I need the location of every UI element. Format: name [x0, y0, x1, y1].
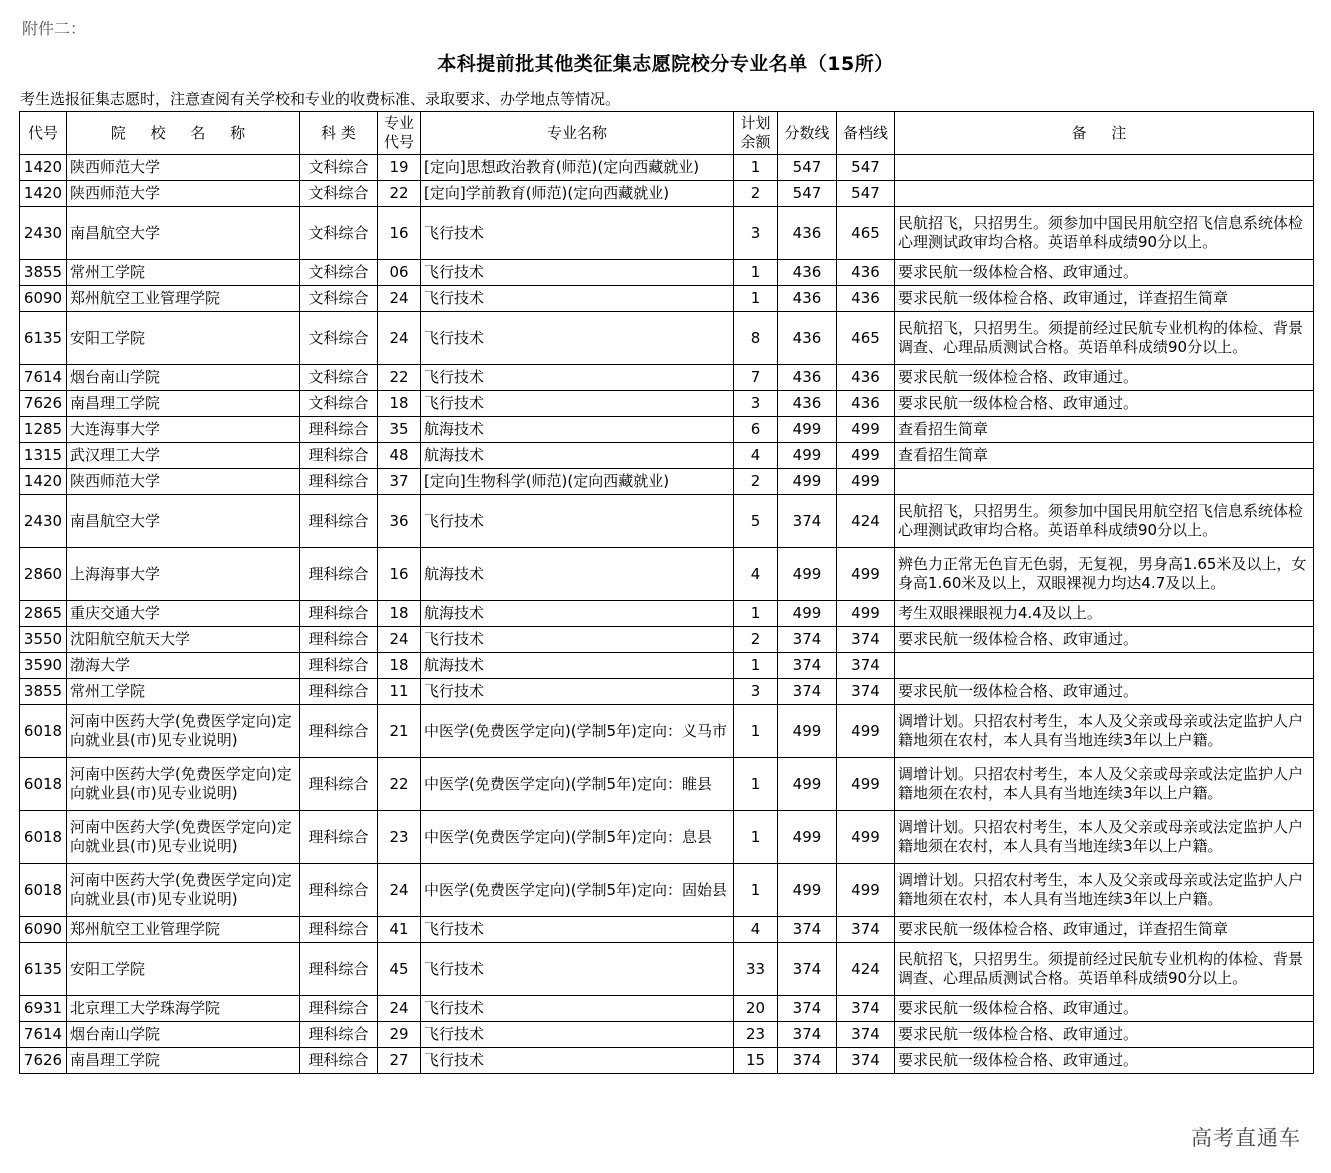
cell-remark: 民航招飞，只招男生。须参加中国民用航空招飞信息系统体检心理测试政审均合格。英语单科成绩90分以上。 — [895, 207, 1314, 260]
table-row — [20, 1048, 1314, 1074]
table-row — [20, 996, 1314, 1022]
cell-major: 航海技术 — [421, 653, 734, 679]
cell-major-code: 36 — [378, 495, 421, 548]
cell-school: 南昌航空大学 — [67, 495, 300, 548]
cell-major-code: 18 — [378, 601, 421, 627]
table-row — [20, 627, 1314, 653]
cell-category: 理科综合 — [300, 653, 378, 679]
table-header-row — [20, 112, 1314, 155]
cell-major-code: 29 — [378, 1022, 421, 1048]
table-row — [20, 495, 1314, 548]
cell-score: 499 — [778, 417, 837, 443]
table-row — [20, 943, 1314, 996]
cell-score: 499 — [778, 864, 837, 917]
table-row — [20, 917, 1314, 943]
cell-major-code: 22 — [378, 181, 421, 207]
cell-score: 374 — [778, 679, 837, 705]
cell-school: 沈阳航空航天大学 — [67, 627, 300, 653]
table-row — [20, 705, 1314, 758]
cell-quota: 1 — [734, 653, 778, 679]
cell-score: 499 — [778, 469, 837, 495]
cell-remark: 查看招生简章 — [895, 443, 1314, 469]
cell-code: 6018 — [20, 811, 67, 864]
cell-reserve: 499 — [837, 417, 895, 443]
cell-category: 文科综合 — [300, 155, 378, 181]
cell-reserve: 436 — [837, 365, 895, 391]
cell-score: 374 — [778, 917, 837, 943]
table-row — [20, 391, 1314, 417]
cell-remark: 要求民航一级体检合格、政审通过。 — [895, 391, 1314, 417]
cell-remark: 调增计划。只招农村考生，本人及父亲或母亲或法定监护人户籍地须在农村，本人具有当地连续3年以上户籍。 — [895, 758, 1314, 811]
cell-quota: 1 — [734, 705, 778, 758]
cell-code: 1420 — [20, 181, 67, 207]
cell-score: 547 — [778, 181, 837, 207]
admission-table — [19, 111, 1314, 1074]
cell-code: 1285 — [20, 417, 67, 443]
cell-category: 文科综合 — [300, 286, 378, 312]
cell-code: 3590 — [20, 653, 67, 679]
cell-category: 理科综合 — [300, 1022, 378, 1048]
cell-category: 理科综合 — [300, 864, 378, 917]
cell-remark: 辨色力正常无色盲无色弱，无复视，男身高1.65米及以上，女身高1.60米及以上，双眼裸视力均达4.7及以上。 — [895, 548, 1314, 601]
cell-school: 安阳工学院 — [67, 943, 300, 996]
cell-remark: 要求民航一级体检合格、政审通过。 — [895, 365, 1314, 391]
cell-major: 中医学(免费医学定向)(学制5年)定向：固始县 — [421, 864, 734, 917]
cell-major: 飞行技术 — [421, 312, 734, 365]
table-row — [20, 443, 1314, 469]
cell-remark: 查看招生简章 — [895, 417, 1314, 443]
cell-quota: 1 — [734, 155, 778, 181]
cell-quota: 2 — [734, 469, 778, 495]
cell-quota: 4 — [734, 443, 778, 469]
header-code: 代号 — [20, 112, 67, 155]
cell-major-code: 18 — [378, 653, 421, 679]
cell-major: 飞行技术 — [421, 1022, 734, 1048]
cell-major-code: 24 — [378, 864, 421, 917]
table-row — [20, 469, 1314, 495]
table-body — [20, 155, 1314, 1074]
cell-quota: 1 — [734, 864, 778, 917]
cell-quota: 3 — [734, 391, 778, 417]
cell-reserve: 499 — [837, 811, 895, 864]
cell-reserve: 374 — [837, 653, 895, 679]
cell-quota: 1 — [734, 601, 778, 627]
cell-major-code: 48 — [378, 443, 421, 469]
cell-category: 理科综合 — [300, 443, 378, 469]
cell-code: 6135 — [20, 312, 67, 365]
cell-major-code: 11 — [378, 679, 421, 705]
cell-major: 飞行技术 — [421, 286, 734, 312]
header-category: 科 类 — [300, 112, 378, 155]
cell-quota: 7 — [734, 365, 778, 391]
cell-remark: 民航招飞，只招男生。须参加中国民用航空招飞信息系统体检心理测试政审均合格。英语单科成绩90分以上。 — [895, 495, 1314, 548]
cell-major: 飞行技术 — [421, 260, 734, 286]
cell-code: 2865 — [20, 601, 67, 627]
cell-remark: 考生双眼裸眼视力4.4及以上。 — [895, 601, 1314, 627]
cell-category: 理科综合 — [300, 917, 378, 943]
cell-code: 2430 — [20, 207, 67, 260]
watermark-text: 高考直通车 — [1191, 1126, 1301, 1150]
cell-code: 7614 — [20, 1022, 67, 1048]
cell-major: 飞行技术 — [421, 365, 734, 391]
cell-school: 河南中医药大学(免费医学定向)定向就业县(市)见专业说明) — [67, 705, 300, 758]
header-school — [67, 112, 300, 155]
cell-school: 渤海大学 — [67, 653, 300, 679]
header-score: 分数线 — [778, 112, 837, 155]
cell-quota: 5 — [734, 495, 778, 548]
cell-major-code: 24 — [378, 996, 421, 1022]
cell-score: 499 — [778, 705, 837, 758]
cell-category: 理科综合 — [300, 679, 378, 705]
cell-reserve: 499 — [837, 548, 895, 601]
cell-score: 436 — [778, 312, 837, 365]
cell-school: 安阳工学院 — [67, 312, 300, 365]
cell-major: 飞行技术 — [421, 495, 734, 548]
cell-reserve: 374 — [837, 1022, 895, 1048]
cell-remark — [895, 155, 1314, 181]
cell-major-code: 24 — [378, 286, 421, 312]
cell-quota: 4 — [734, 917, 778, 943]
cell-major: 中医学(免费医学定向)(学制5年)定向：睢县 — [421, 758, 734, 811]
cell-code: 6090 — [20, 286, 67, 312]
cell-quota: 4 — [734, 548, 778, 601]
cell-major-code: 21 — [378, 705, 421, 758]
cell-school: 上海海事大学 — [67, 548, 300, 601]
table-row — [20, 207, 1314, 260]
table-row — [20, 181, 1314, 207]
table-row — [20, 864, 1314, 917]
cell-major-code: 24 — [378, 627, 421, 653]
cell-major: [定向]生物科学(师范)(定向西藏就业) — [421, 469, 734, 495]
cell-remark: 要求民航一级体检合格、政审通过。 — [895, 1048, 1314, 1074]
cell-reserve: 374 — [837, 627, 895, 653]
cell-school: 河南中医药大学(免费医学定向)定向就业县(市)见专业说明) — [67, 811, 300, 864]
cell-score: 499 — [778, 443, 837, 469]
cell-code: 7626 — [20, 391, 67, 417]
cell-score: 436 — [778, 207, 837, 260]
cell-score: 499 — [778, 758, 837, 811]
cell-quota: 1 — [734, 260, 778, 286]
cell-score: 436 — [778, 286, 837, 312]
cell-remark: 民航招飞，只招男生。须提前经过民航专业机构的体检、背景调查、心理品质测试合格。英语单科成绩90分以上。 — [895, 312, 1314, 365]
cell-quota: 1 — [734, 286, 778, 312]
cell-reserve: 436 — [837, 391, 895, 417]
cell-code: 3855 — [20, 260, 67, 286]
cell-category: 文科综合 — [300, 181, 378, 207]
cell-major: 飞行技术 — [421, 391, 734, 417]
cell-score: 436 — [778, 391, 837, 417]
cell-code: 6090 — [20, 917, 67, 943]
cell-reserve: 499 — [837, 601, 895, 627]
cell-school: 重庆交通大学 — [67, 601, 300, 627]
cell-school: 武汉理工大学 — [67, 443, 300, 469]
cell-remark: 要求民航一级体检合格、政审通过。 — [895, 627, 1314, 653]
cell-major: 中医学(免费医学定向)(学制5年)定向：义马市 — [421, 705, 734, 758]
cell-score: 499 — [778, 548, 837, 601]
cell-major: 航海技术 — [421, 417, 734, 443]
cell-school: 南昌航空大学 — [67, 207, 300, 260]
cell-code: 1420 — [20, 469, 67, 495]
table-row — [20, 548, 1314, 601]
cell-remark: 调增计划。只招农村考生，本人及父亲或母亲或法定监护人户籍地须在农村，本人具有当地连续3年以上户籍。 — [895, 864, 1314, 917]
cell-code: 6018 — [20, 705, 67, 758]
table-row — [20, 601, 1314, 627]
cell-category: 理科综合 — [300, 943, 378, 996]
cell-code: 6018 — [20, 758, 67, 811]
table-row — [20, 286, 1314, 312]
cell-school: 南昌理工学院 — [67, 391, 300, 417]
cell-reserve: 499 — [837, 469, 895, 495]
cell-major-code: 22 — [378, 365, 421, 391]
cell-major: [定向]学前教育(师范)(定向西藏就业) — [421, 181, 734, 207]
cell-remark: 民航招飞，只招男生。须提前经过民航专业机构的体检、背景调查、心理品质测试合格。英语单科成绩90分以上。 — [895, 943, 1314, 996]
cell-code: 1420 — [20, 155, 67, 181]
cell-remark — [895, 653, 1314, 679]
cell-reserve: 465 — [837, 207, 895, 260]
cell-remark: 要求民航一级体检合格、政审通过。 — [895, 996, 1314, 1022]
cell-code: 3550 — [20, 627, 67, 653]
cell-reserve: 499 — [837, 864, 895, 917]
header-school-text: 院 校 名 称 — [110, 123, 256, 142]
attachment-label: 附件二： — [22, 19, 87, 38]
page-title: 本科提前批其他类征集志愿院校分专业名单（15所） — [437, 53, 894, 75]
cell-major: 航海技术 — [421, 601, 734, 627]
cell-category: 文科综合 — [300, 260, 378, 286]
cell-major-code: 06 — [378, 260, 421, 286]
cell-score: 374 — [778, 996, 837, 1022]
cell-score: 436 — [778, 260, 837, 286]
header-quota: 计划余额 — [734, 112, 778, 155]
cell-score: 374 — [778, 1048, 837, 1074]
table-row — [20, 811, 1314, 864]
cell-major: 飞行技术 — [421, 917, 734, 943]
cell-remark: 要求民航一级体检合格、政审通过。 — [895, 260, 1314, 286]
cell-major-code: 41 — [378, 917, 421, 943]
cell-remark — [895, 181, 1314, 207]
header-major-code: 专业代号 — [378, 112, 421, 155]
table-row — [20, 260, 1314, 286]
cell-remark: 要求民航一级体检合格、政审通过。 — [895, 1022, 1314, 1048]
cell-reserve: 499 — [837, 705, 895, 758]
cell-category: 理科综合 — [300, 758, 378, 811]
cell-remark — [895, 469, 1314, 495]
cell-category: 理科综合 — [300, 548, 378, 601]
table-row — [20, 365, 1314, 391]
cell-remark: 要求民航一级体检合格、政审通过，详查招生简章 — [895, 917, 1314, 943]
cell-remark: 调增计划。只招农村考生，本人及父亲或母亲或法定监护人户籍地须在农村，本人具有当地连续3年以上户籍。 — [895, 705, 1314, 758]
cell-major-code: 16 — [378, 207, 421, 260]
cell-reserve: 374 — [837, 917, 895, 943]
cell-quota: 23 — [734, 1022, 778, 1048]
cell-school: 陕西师范大学 — [67, 469, 300, 495]
cell-school: 北京理工大学珠海学院 — [67, 996, 300, 1022]
cell-major-code: 35 — [378, 417, 421, 443]
table-row — [20, 758, 1314, 811]
cell-score: 436 — [778, 365, 837, 391]
cell-major-code: 18 — [378, 391, 421, 417]
cell-quota: 3 — [734, 207, 778, 260]
cell-reserve: 499 — [837, 443, 895, 469]
cell-quota: 6 — [734, 417, 778, 443]
table-row — [20, 312, 1314, 365]
cell-reserve: 465 — [837, 312, 895, 365]
cell-code: 7626 — [20, 1048, 67, 1074]
cell-major: 飞行技术 — [421, 207, 734, 260]
cell-reserve: 424 — [837, 495, 895, 548]
cell-score: 499 — [778, 811, 837, 864]
cell-school: 河南中医药大学(免费医学定向)定向就业县(市)见专业说明) — [67, 864, 300, 917]
cell-category: 理科综合 — [300, 417, 378, 443]
cell-major-code: 27 — [378, 1048, 421, 1074]
cell-major: 飞行技术 — [421, 679, 734, 705]
cell-quota: 20 — [734, 996, 778, 1022]
cell-major-code: 19 — [378, 155, 421, 181]
cell-remark: 要求民航一级体检合格、政审通过，详查招生简章 — [895, 286, 1314, 312]
header-remark — [895, 112, 1314, 155]
cell-code: 2860 — [20, 548, 67, 601]
cell-quota: 8 — [734, 312, 778, 365]
cell-reserve: 436 — [837, 260, 895, 286]
header-major: 专业名称 — [421, 112, 734, 155]
cell-major-code: 24 — [378, 312, 421, 365]
cell-code: 7614 — [20, 365, 67, 391]
cell-reserve: 374 — [837, 996, 895, 1022]
cell-major: 飞行技术 — [421, 943, 734, 996]
cell-code: 1315 — [20, 443, 67, 469]
cell-category: 文科综合 — [300, 391, 378, 417]
cell-major-code: 22 — [378, 758, 421, 811]
cell-school: 常州工学院 — [67, 260, 300, 286]
cell-major: 飞行技术 — [421, 627, 734, 653]
instruction-note: 考生选报征集志愿时，注意查阅有关学校和专业的收费标准、录取要求、办学地点等情况。 — [20, 90, 621, 108]
cell-category: 理科综合 — [300, 811, 378, 864]
cell-quota: 15 — [734, 1048, 778, 1074]
cell-score: 374 — [778, 1022, 837, 1048]
table-row — [20, 155, 1314, 181]
cell-category: 理科综合 — [300, 601, 378, 627]
cell-code: 3855 — [20, 679, 67, 705]
cell-score: 499 — [778, 601, 837, 627]
cell-major: [定向]思想政治教育(师范)(定向西藏就业) — [421, 155, 734, 181]
cell-remark: 要求民航一级体检合格、政审通过。 — [895, 679, 1314, 705]
cell-major: 中医学(免费医学定向)(学制5年)定向：息县 — [421, 811, 734, 864]
cell-reserve: 436 — [837, 286, 895, 312]
cell-reserve: 374 — [837, 1048, 895, 1074]
cell-reserve: 547 — [837, 181, 895, 207]
cell-category: 文科综合 — [300, 312, 378, 365]
cell-school: 南昌理工学院 — [67, 1048, 300, 1074]
cell-code: 6135 — [20, 943, 67, 996]
cell-category: 理科综合 — [300, 495, 378, 548]
cell-category: 理科综合 — [300, 996, 378, 1022]
cell-major: 飞行技术 — [421, 1048, 734, 1074]
cell-score: 374 — [778, 495, 837, 548]
cell-reserve: 374 — [837, 679, 895, 705]
cell-school: 烟台南山学院 — [67, 1022, 300, 1048]
cell-major-code: 45 — [378, 943, 421, 996]
cell-quota: 1 — [734, 811, 778, 864]
cell-score: 374 — [778, 943, 837, 996]
table-row — [20, 653, 1314, 679]
cell-major-code: 23 — [378, 811, 421, 864]
cell-remark: 调增计划。只招农村考生，本人及父亲或母亲或法定监护人户籍地须在农村，本人具有当地连续3年以上户籍。 — [895, 811, 1314, 864]
cell-school: 河南中医药大学(免费医学定向)定向就业县(市)见专业说明) — [67, 758, 300, 811]
cell-score: 374 — [778, 653, 837, 679]
cell-category: 理科综合 — [300, 627, 378, 653]
cell-reserve: 499 — [837, 758, 895, 811]
cell-major-code: 37 — [378, 469, 421, 495]
cell-category: 理科综合 — [300, 705, 378, 758]
header-reserve: 备档线 — [837, 112, 895, 155]
cell-major: 飞行技术 — [421, 996, 734, 1022]
cell-category: 文科综合 — [300, 365, 378, 391]
cell-quota: 33 — [734, 943, 778, 996]
cell-reserve: 547 — [837, 155, 895, 181]
header-remark-text: 备 注 — [1071, 123, 1137, 142]
cell-quota: 1 — [734, 758, 778, 811]
cell-major-code: 16 — [378, 548, 421, 601]
cell-code: 2430 — [20, 495, 67, 548]
cell-code: 6931 — [20, 996, 67, 1022]
table-row — [20, 679, 1314, 705]
cell-quota: 2 — [734, 181, 778, 207]
cell-category: 文科综合 — [300, 207, 378, 260]
cell-score: 374 — [778, 627, 837, 653]
cell-school: 郑州航空工业管理学院 — [67, 286, 300, 312]
cell-school: 烟台南山学院 — [67, 365, 300, 391]
cell-major: 航海技术 — [421, 443, 734, 469]
cell-score: 547 — [778, 155, 837, 181]
cell-code: 6018 — [20, 864, 67, 917]
cell-quota: 2 — [734, 627, 778, 653]
cell-school: 常州工学院 — [67, 679, 300, 705]
cell-school: 陕西师范大学 — [67, 181, 300, 207]
cell-school: 郑州航空工业管理学院 — [67, 917, 300, 943]
cell-major: 航海技术 — [421, 548, 734, 601]
cell-reserve: 424 — [837, 943, 895, 996]
cell-category: 理科综合 — [300, 469, 378, 495]
cell-school: 大连海事大学 — [67, 417, 300, 443]
cell-school: 陕西师范大学 — [67, 155, 300, 181]
cell-quota: 3 — [734, 679, 778, 705]
table-row — [20, 1022, 1314, 1048]
cell-category: 理科综合 — [300, 1048, 378, 1074]
table-row — [20, 417, 1314, 443]
